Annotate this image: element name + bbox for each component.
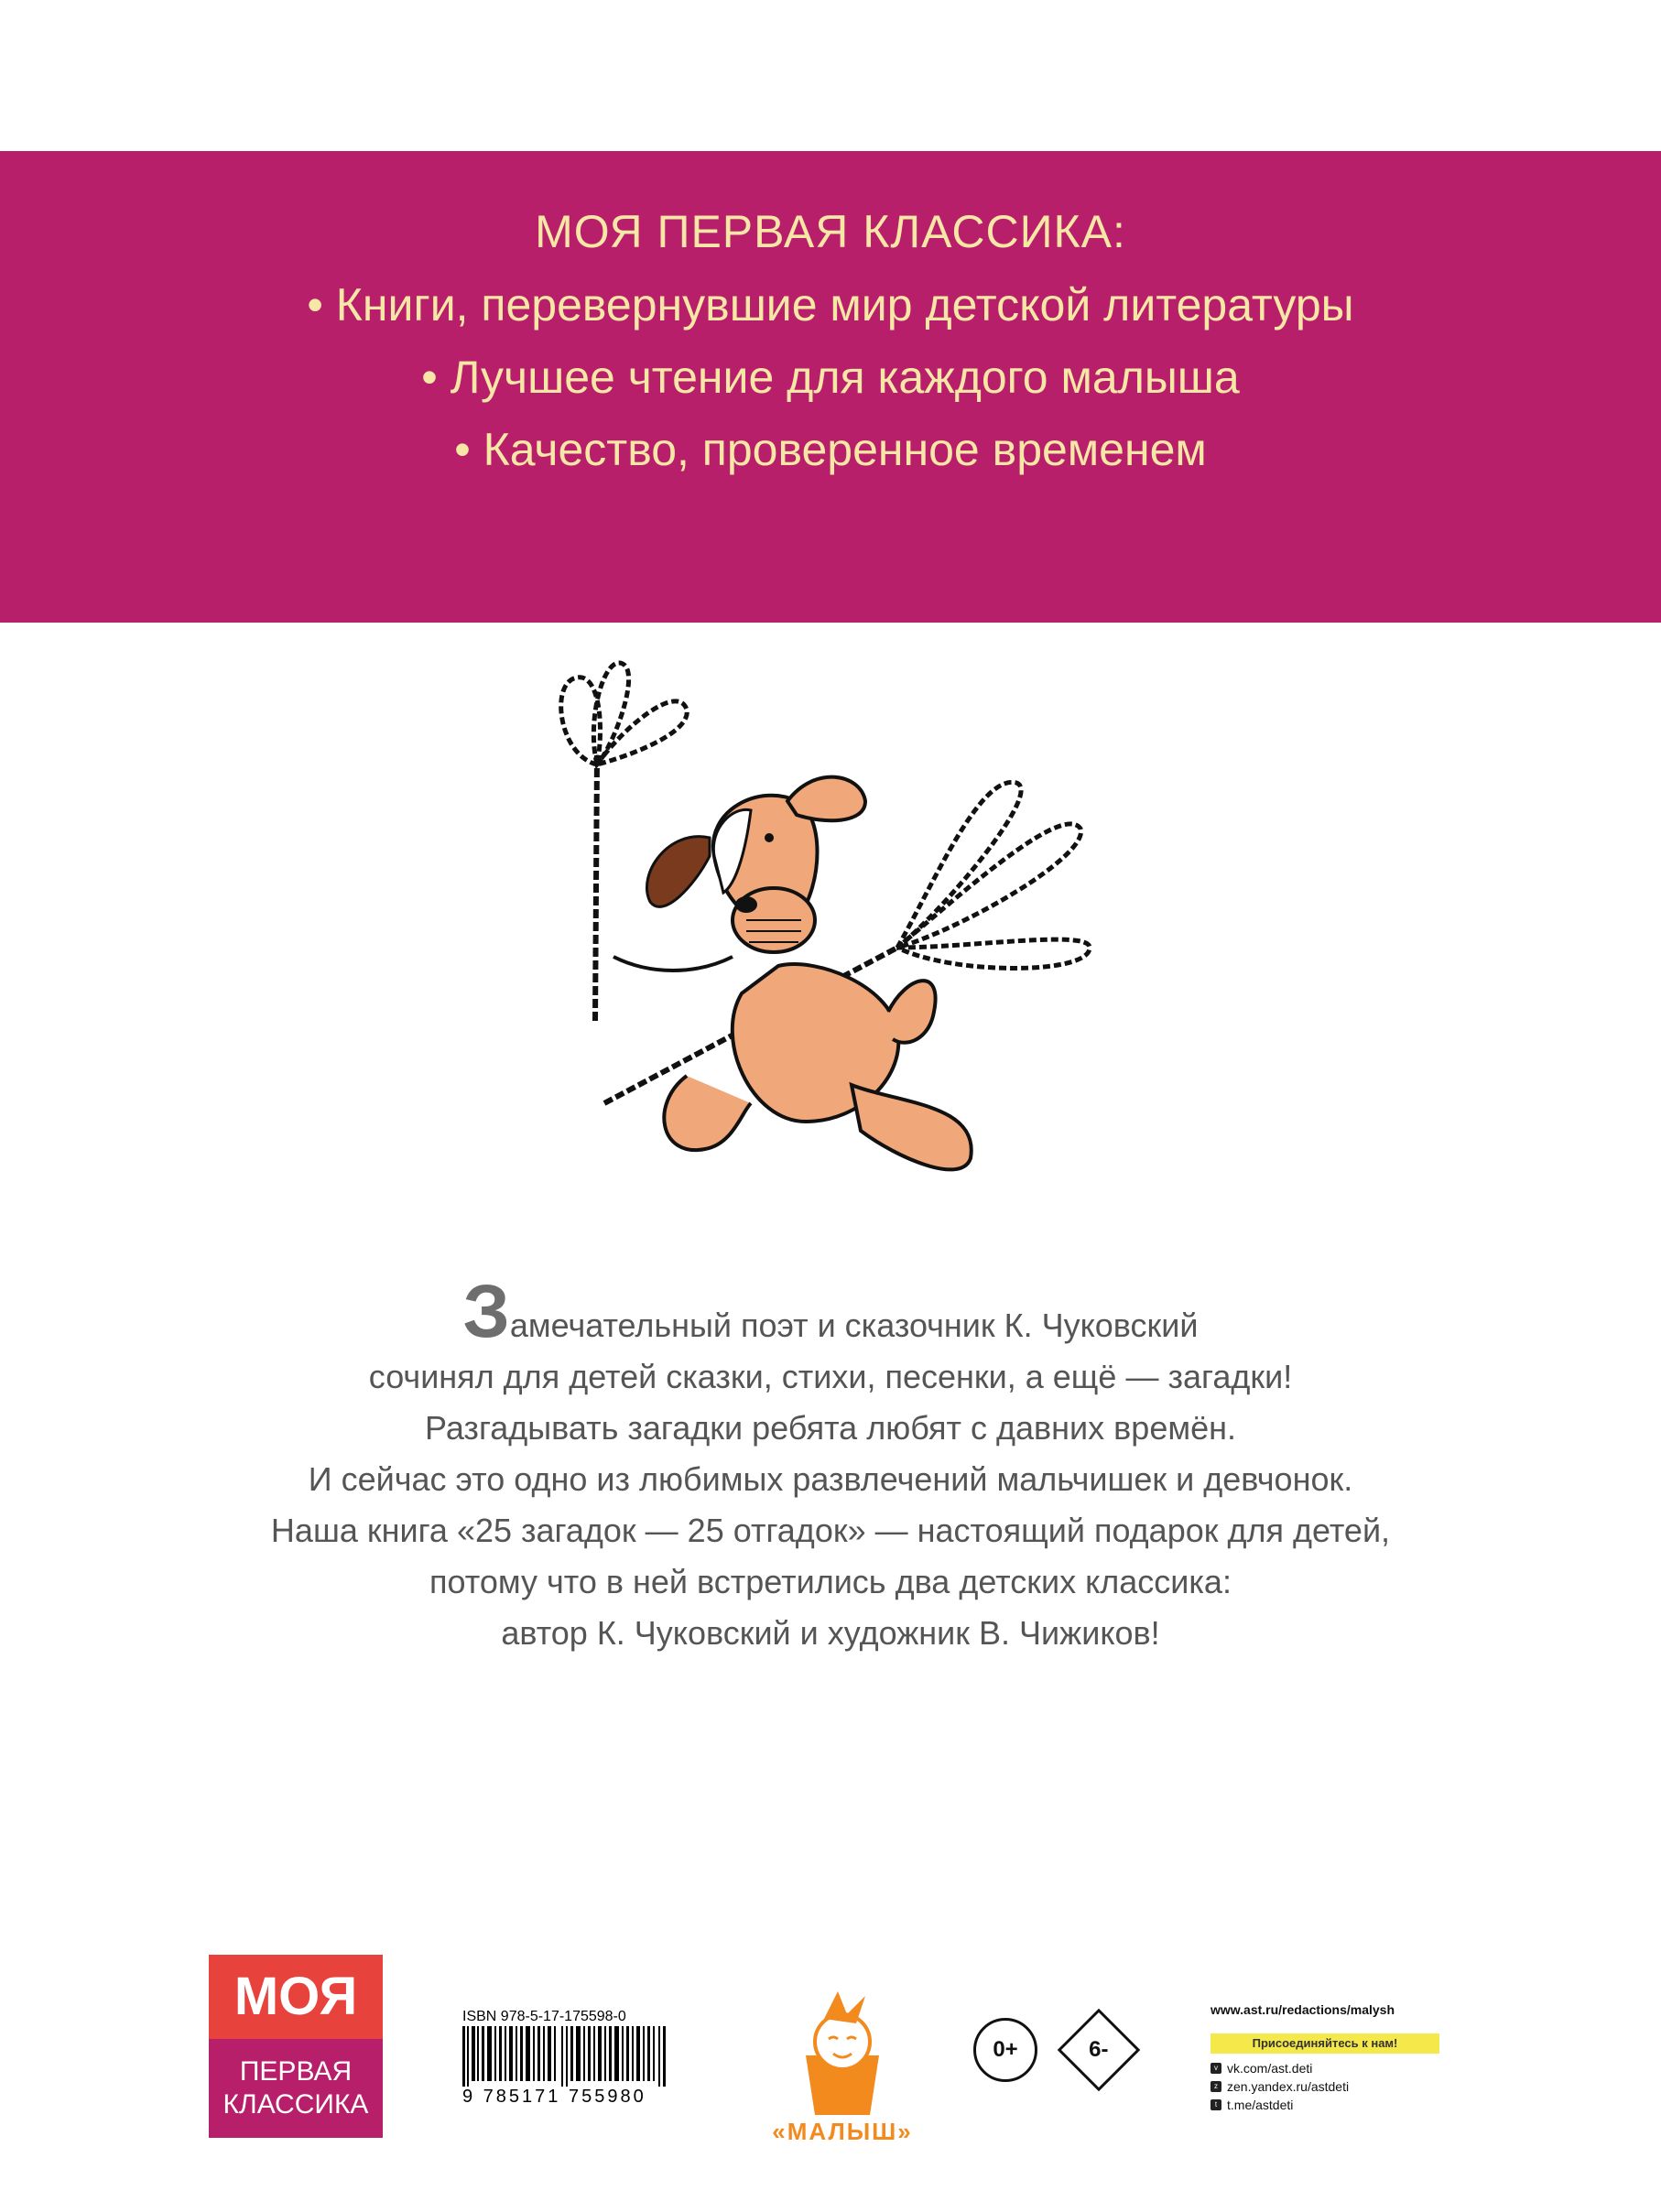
publisher-name: «МАЛЫШ»	[772, 2118, 913, 2145]
description-line: Замечательный поэт и сказочник К. Чуковский	[462, 1270, 1199, 1353]
banner-list	[0, 277, 1661, 494]
banner-title: МОЯ ПЕРВАЯ КЛАССИКА:	[535, 206, 1126, 257]
series-logo-bottom: ПЕРВАЯ КЛАССИКА	[209, 2039, 383, 2138]
isbn-label: ISBN 978-5-17-175598-0	[462, 2009, 626, 2024]
publisher-logo	[760, 1982, 925, 2156]
description-line: потому что в ней встретились два детских классика:	[429, 1563, 1232, 1600]
social-link-zen[interactable]: z zen.yandex.ru/astdeti	[1210, 2077, 1449, 2096]
barcode-number: 9 785171 755980	[462, 2087, 646, 2107]
banner-item: • Лучшее чтение для каждого малыша	[421, 352, 1240, 403]
description-line: И сейчас это одно из любимых развлечений мальчишек и девчонок.	[308, 1460, 1353, 1498]
social-links	[1210, 2002, 1449, 2114]
barcode-icon	[462, 2026, 673, 2087]
vk-icon: v	[1210, 2063, 1221, 2074]
banner-item: • Книги, перевернувшие мир детской литературы	[307, 279, 1354, 331]
age-rating-badge: 0+	[973, 2018, 1037, 2082]
zen-icon: z	[1210, 2081, 1221, 2092]
isbn-barcode	[462, 2008, 682, 2109]
banner-item: • Качество, проверенное временем	[454, 424, 1207, 475]
publisher-website[interactable]: www.ast.ru/redactions/malysh	[1210, 2002, 1395, 2017]
social-link-telegram[interactable]: t t.me/astdeti	[1210, 2096, 1449, 2114]
description-line: сочинял для детей сказки, стихи, песенки, а ещё — загадки!	[368, 1358, 1293, 1395]
description-text	[201, 1270, 1460, 1659]
publisher-mascot-icon	[760, 1982, 925, 2120]
series-logo	[209, 1955, 383, 2138]
promo-banner	[0, 151, 1661, 623]
series-logo-top: МОЯ	[209, 1955, 383, 2039]
social-link-vk[interactable]: v vk.com/ast.deti	[1210, 2059, 1449, 2077]
join-us-banner: Присоединяйтесь к нам!	[1210, 2033, 1439, 2054]
age-rating-badge: 6-	[1058, 2009, 1141, 2092]
description-line: Разгадывать загадки ребята любят с давних времён.	[425, 1409, 1236, 1447]
description-line: автор К. Чуковский и художник В. Чижиков!	[501, 1614, 1160, 1652]
dog-with-nets-illustration	[549, 645, 1145, 1213]
drop-cap: З	[462, 1270, 510, 1353]
telegram-icon: t	[1210, 2099, 1221, 2110]
description-line: Наша книга «25 загадок — 25 отгадок» — настоящий подарок для детей,	[270, 1512, 1391, 1549]
